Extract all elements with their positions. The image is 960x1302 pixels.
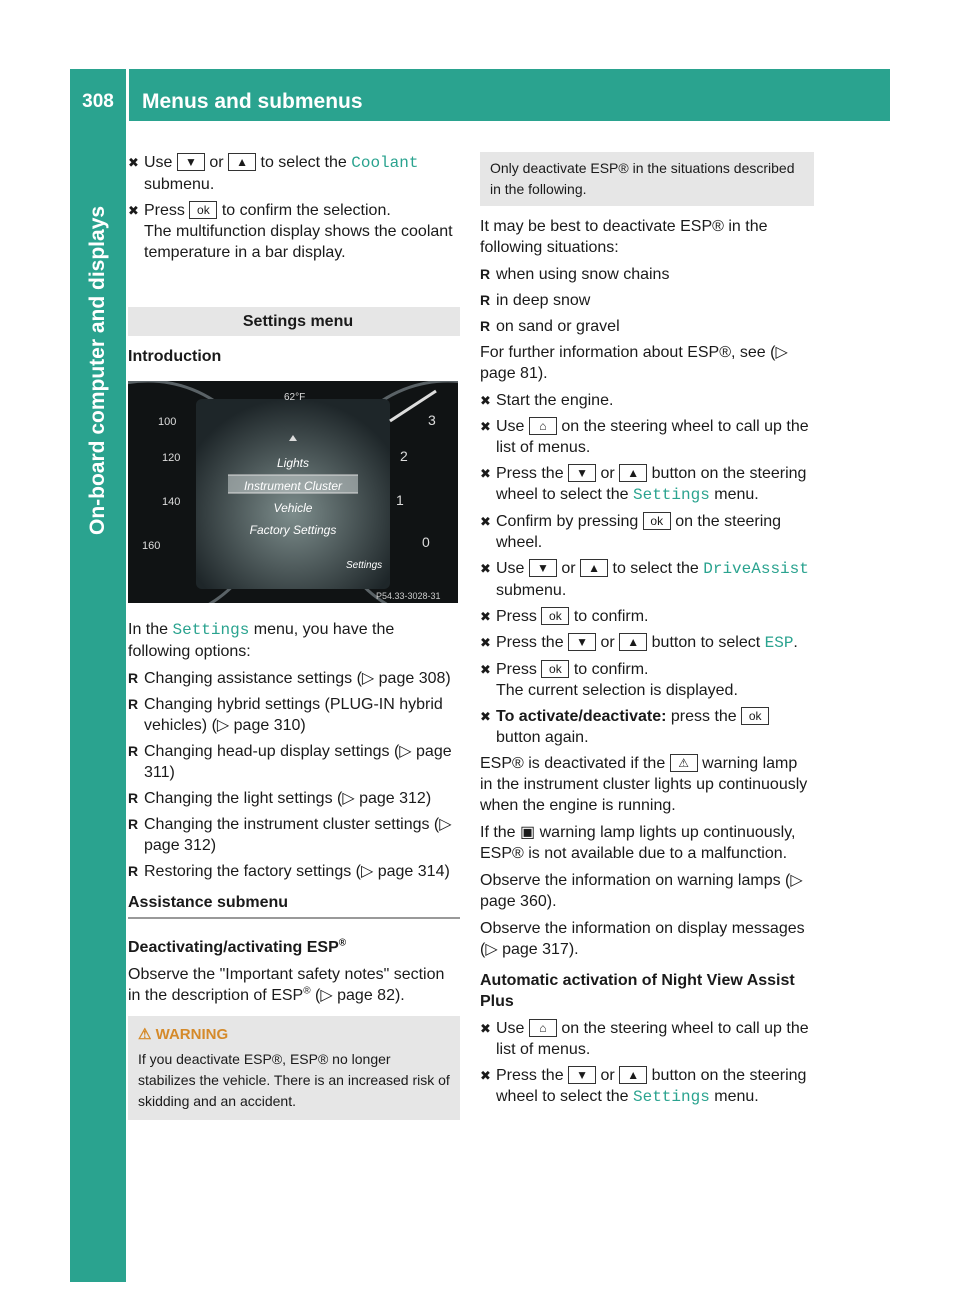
instrument-cluster-image <box>128 381 458 603</box>
page-title: Menus and submenus <box>142 90 363 113</box>
list-item: R in deep snow <box>480 292 591 309</box>
up-arrow-key-icon: ▲ <box>228 153 256 171</box>
settings-menu-term: Settings <box>632 486 710 504</box>
list-item: R Changing head-up display settings (▷ page 311) <box>128 743 452 781</box>
observe-warning-lamps: Observe the information on warning lamps (▷ page 360). <box>480 872 803 910</box>
image-caption: P54.33-3028-31 <box>376 591 441 601</box>
night-view-heading: Automatic activation of Night View Assist Plus <box>480 972 795 1010</box>
side-tab-label: On-board computer and displays <box>86 205 109 535</box>
svg-text:3: 3 <box>428 412 436 428</box>
screen-label: Settings <box>346 560 383 571</box>
warning-triangle-icon: ⚠ <box>138 1026 152 1043</box>
esp-warning-lamp-icon: ▣ <box>520 824 536 841</box>
observe-safety-notes: Observe the "Important safety notes" section in the description of ESP® (▷ page 82). <box>128 966 445 1004</box>
list-item: R Changing assistance settings (▷ page 308) <box>128 670 451 687</box>
deactivating-esp-heading: Deactivating/activating ESP® <box>128 937 347 956</box>
right-column <box>480 152 814 1113</box>
list-item: R Changing the instrument cluster settings (▷ page 312) <box>128 816 452 854</box>
svg-text:100: 100 <box>158 416 177 428</box>
header-divider <box>126 69 129 121</box>
step-arrow-icon: ✖ <box>128 203 139 218</box>
step-select-settings: ✖ Press the ▼ or ▲ button on the steering wheel to select the Settings menu. <box>480 465 807 504</box>
screen-item-factory-settings: Factory Settings <box>249 523 337 537</box>
step-confirm: ✖ Confirm by pressing ok on the steering wheel. <box>480 513 782 551</box>
ok-key-icon: ok <box>741 707 769 725</box>
ok-key-icon: ok <box>541 607 569 625</box>
down-arrow-key-icon: ▼ <box>568 1066 596 1084</box>
svg-text:120: 120 <box>162 452 181 464</box>
list-item: R when using snow chains <box>480 266 670 283</box>
warning-text: If you deactivate ESP®, ESP® no longer stabilizes the vehicle. There is an increased risk of skidding and an accident. <box>138 1051 450 1109</box>
down-arrow-key-icon: ▼ <box>568 464 596 482</box>
further-info: For further information about ESP®, see (▷ page 81). <box>480 344 788 382</box>
step-select-settings-2: ✖ Press the ▼ or ▲ button on the steering wheel to select the Settings menu. <box>480 1067 807 1106</box>
list-item: R Restoring the factory settings (▷ page 314) <box>128 863 450 880</box>
down-arrow-key-icon: ▼ <box>529 559 557 577</box>
step-press-confirm: ✖ Press ok to confirm. <box>480 608 649 625</box>
ok-key-icon: ok <box>541 660 569 678</box>
settings-menu-term: Settings <box>632 1088 710 1106</box>
ok-key-icon: ok <box>189 201 217 219</box>
up-arrow-key-icon: ▲ <box>619 1066 647 1084</box>
coolant-menu-term: Coolant <box>351 154 419 172</box>
page-number: 308 <box>82 91 114 112</box>
svg-text:140: 140 <box>162 496 181 508</box>
step-call-up-menus-2: ✖ Use ⌂ on the steering wheel to call up the list of menus. <box>480 1020 809 1058</box>
step-select-driveassist: ✖ Use ▼ or ▲ to select the DriveAssist submenu. <box>480 560 809 599</box>
assistance-submenu-heading: Assistance submenu <box>128 892 460 919</box>
observe-display-messages: Observe the information on display messages (▷ page 317). <box>480 920 805 958</box>
step-start-engine: ✖ Start the engine. <box>480 392 614 409</box>
screen-item-lights: Lights <box>276 456 310 470</box>
down-arrow-key-icon: ▼ <box>568 633 596 651</box>
svg-text:2: 2 <box>400 448 408 464</box>
step-use-coolant: ✖ Use ▼ or ▲ to select the Coolant submenu. <box>128 154 419 193</box>
svg-text:0: 0 <box>422 534 430 550</box>
step-call-up-menus: ✖ Use ⌂ on the steering wheel to call up the list of menus. <box>480 418 809 456</box>
esp-malfunction-info: If the ▣ warning lamp lights up continuously, ESP® is not available due to a malfunction. <box>480 824 796 862</box>
down-arrow-key-icon: ▼ <box>177 153 205 171</box>
warning-title: ⚠ WARNING <box>138 1026 229 1043</box>
list-item: R on sand or gravel <box>480 318 620 335</box>
settings-menu-heading: Settings menu <box>128 307 460 336</box>
up-arrow-key-icon: ▲ <box>619 633 647 651</box>
screen-item-instrument-cluster: Instrument Cluster <box>243 479 343 493</box>
up-arrow-key-icon: ▲ <box>580 559 608 577</box>
step-press-ok: ✖ Press ok to confirm the selection. The multifunction display shows the coolant temperature in a bar display. <box>128 202 453 261</box>
svg-text:1: 1 <box>396 492 404 508</box>
esp-off-warning-lamp-icon: ⚠ <box>670 754 698 772</box>
list-item: R Changing hybrid settings (PLUG-IN hybrid vehicles) (▷ page 310) <box>128 696 443 734</box>
driveassist-menu-term: DriveAssist <box>703 560 809 578</box>
screen-temp: 62°F <box>284 392 306 403</box>
esp-menu-term: ESP <box>764 634 794 652</box>
screen-item-vehicle: Vehicle <box>273 501 313 515</box>
home-key-icon: ⌂ <box>529 417 557 435</box>
esp-note-box: Only deactivate ESP® in the situations described in the following. <box>480 152 814 206</box>
warning-box <box>128 1016 460 1120</box>
svg-text:160: 160 <box>142 540 161 552</box>
esp-off-lamp-info: ESP® is deactivated if the ⚠ warning lamp in the instrument cluster lights up continuously when the engine is running. <box>480 755 808 814</box>
step-press-confirm-2: ✖ Press ok to confirm. The current selection is displayed. <box>480 661 738 699</box>
step-activate-deactivate: ✖ To activate/deactivate: press the ok button again. <box>480 706 814 748</box>
step-arrow-icon: ✖ <box>128 155 139 170</box>
settings-intro: In the Settings menu, you have the following options: <box>128 621 395 660</box>
home-key-icon: ⌂ <box>529 1019 557 1037</box>
ok-key-icon: ok <box>643 512 671 530</box>
introduction-heading: Introduction <box>128 348 222 365</box>
settings-menu-term: Settings <box>172 621 250 639</box>
esp-situations-intro: It may be best to deactivate ESP® in the following situations: <box>480 218 768 256</box>
left-column <box>128 152 460 1120</box>
step-select-esp: ✖ Press the ▼ or ▲ button to select ESP. <box>480 634 798 652</box>
up-arrow-key-icon: ▲ <box>619 464 647 482</box>
list-item: R Changing the light settings (▷ page 312) <box>128 790 432 807</box>
